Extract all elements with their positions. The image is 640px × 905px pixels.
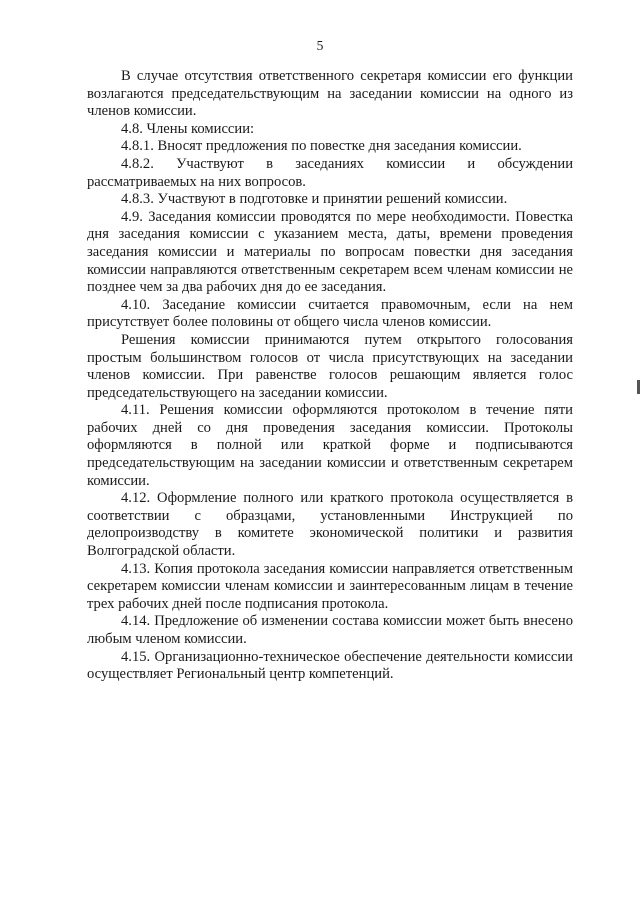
paragraph: 4.10. Заседание комиссии считается правомочным, если на нем присутствует более половины от общего числа членов комиссии.	[87, 296, 573, 331]
paragraph: 4.8.1. Вносят предложения по повестке дня заседания комиссии.	[121, 138, 522, 155]
paragraph: 4.12. Оформление полного или краткого протокола осуществляется в соответствии с образцами, установленными Инструкцией по делопроизводству в комитете экономической политики и развития Волгоградской области.	[87, 490, 573, 560]
paragraph: Решения комиссии принимаются путем открытого голосования простым большинством голосов от числа присутствующих на заседании членов комиссии. При равенстве голосов решающим является голос председательствующего на заседании комиссии.	[87, 331, 573, 401]
paragraph: 4.9. Заседания комиссии проводятся по мере необходимости. Повестка дня заседания комиссии с указанием места, даты, времени проведения заседания комиссии и материалы по вопросам повестки дня заседания комиссии направляются ответственным секретарем всем членам комиссии не позднее чем за два рабочих дня до ее заседания.	[87, 208, 573, 296]
page-number: 5	[316, 38, 324, 53]
paragraph: 4.15. Организационно-техническое обеспечение деятельности комиссии осуществляет Региональный центр компетенций.	[87, 648, 573, 683]
paragraph: 4.8. Члены комиссии:	[121, 120, 255, 137]
paragraph: 4.11. Решения комиссии оформляются протоколом в течение пяти рабочих дней со дня проведения заседания комиссии. Протоколы оформляются в полной или краткой форме и подписываются председательствующим на заседании комиссии и ответственным секретарем комиссии.	[87, 402, 573, 489]
paragraph: В случае отсутствия ответственного секретаря комиссии его функции возлагаются председательствующим на заседании комиссии на одного из членов комиссии.	[87, 68, 573, 120]
paragraph: 4.14. Предложение об изменении состава комиссии может быть внесено любым членом комиссии.	[87, 613, 573, 647]
paragraph: 4.13. Копия протокола заседания комиссии направляется ответственным секретарем комиссии членам комиссии и заинтересованным лицам в течение трех рабочих дней после подписания протокола.	[87, 560, 573, 612]
document-body	[87, 68, 573, 684]
paragraph: 4.8.3. Участвуют в подготовке и принятии решений комиссии.	[121, 191, 508, 208]
paragraph: 4.8.2. Участвуют в заседаниях комиссии и обсуждении рассматриваемых на них вопросов.	[87, 155, 573, 190]
